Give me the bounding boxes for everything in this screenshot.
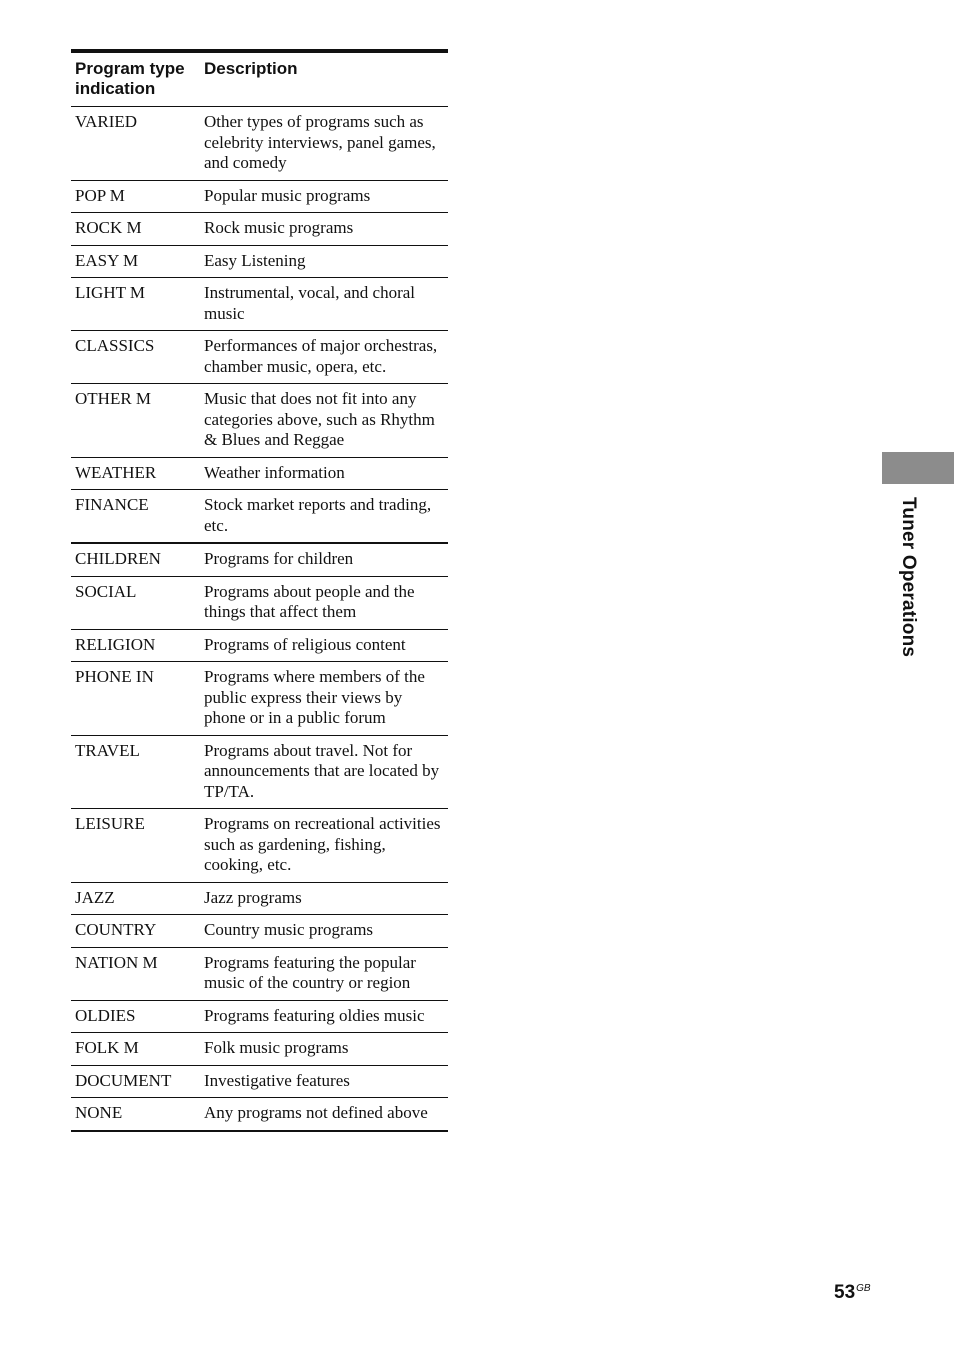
program-type-cell: SOCIAL <box>71 576 200 629</box>
table-row <box>71 1065 448 1098</box>
description-cell: Rock music programs <box>200 213 448 246</box>
table-row <box>71 576 448 629</box>
program-type-cell: WEATHER <box>71 457 200 490</box>
program-type-table <box>71 49 448 1132</box>
program-type-cell: DOCUMENT <box>71 1065 200 1098</box>
description-cell: Folk music programs <box>200 1033 448 1066</box>
description-cell: Programs where members of the public express their views by phone or in a public forum <box>200 662 448 736</box>
table-row <box>71 457 448 490</box>
program-type-cell: COUNTRY <box>71 915 200 948</box>
header-description: Description <box>200 51 448 107</box>
table-row <box>71 882 448 915</box>
program-type-cell: VARIED <box>71 107 200 181</box>
page-number <box>834 1282 871 1304</box>
description-cell: Stock market reports and trading, etc. <box>200 490 448 544</box>
table-row <box>71 331 448 384</box>
table-row <box>71 384 448 458</box>
description-cell: Programs featuring oldies music <box>200 1000 448 1033</box>
description-cell: Programs featuring the popular music of the country or region <box>200 947 448 1000</box>
table-row <box>71 809 448 883</box>
description-cell: Performances of major orchestras, chamber music, opera, etc. <box>200 331 448 384</box>
table-row <box>71 543 448 576</box>
description-cell: Easy Listening <box>200 245 448 278</box>
program-type-cell: NONE <box>71 1098 200 1131</box>
table-row <box>71 1000 448 1033</box>
program-type-cell: POP M <box>71 180 200 213</box>
description-cell: Investigative features <box>200 1065 448 1098</box>
table-row <box>71 735 448 809</box>
program-type-cell: CLASSICS <box>71 331 200 384</box>
program-type-cell: OLDIES <box>71 1000 200 1033</box>
program-type-cell: TRAVEL <box>71 735 200 809</box>
program-type-cell: LIGHT M <box>71 278 200 331</box>
table-header-row <box>71 51 448 107</box>
description-cell: Programs about travel. Not for announcements that are located by TP/TA. <box>200 735 448 809</box>
program-type-cell: ROCK M <box>71 213 200 246</box>
table-row <box>71 915 448 948</box>
description-cell: Instrumental, vocal, and choral music <box>200 278 448 331</box>
description-cell: Any programs not defined above <box>200 1098 448 1131</box>
table-row <box>71 947 448 1000</box>
program-type-cell: FINANCE <box>71 490 200 544</box>
table-row <box>71 1098 448 1131</box>
table-row <box>71 245 448 278</box>
page-number-value: 53 <box>834 1282 856 1303</box>
description-cell: Weather information <box>200 457 448 490</box>
section-tab-marker <box>882 452 954 484</box>
description-cell: Popular music programs <box>200 180 448 213</box>
program-type-cell: CHILDREN <box>71 543 200 576</box>
table-row <box>71 662 448 736</box>
table-row <box>71 278 448 331</box>
table-row <box>71 107 448 181</box>
description-cell: Programs on recreational activities such as gardening, fishing, cooking, etc. <box>200 809 448 883</box>
table-row <box>71 213 448 246</box>
program-type-cell: FOLK M <box>71 1033 200 1066</box>
program-type-cell: PHONE IN <box>71 662 200 736</box>
description-cell: Programs for children <box>200 543 448 576</box>
description-cell: Music that does not fit into any categories above, such as Rhythm & Blues and Reggae <box>200 384 448 458</box>
program-type-cell: LEISURE <box>71 809 200 883</box>
description-cell: Programs about people and the things that affect them <box>200 576 448 629</box>
program-type-cell: JAZZ <box>71 882 200 915</box>
page-number-suffix: GB <box>856 1282 871 1294</box>
program-type-cell: OTHER M <box>71 384 200 458</box>
section-tab-label: Tuner Operations <box>898 497 919 658</box>
program-type-cell: RELIGION <box>71 629 200 662</box>
table-row <box>71 490 448 544</box>
description-cell: Country music programs <box>200 915 448 948</box>
table-row <box>71 1033 448 1066</box>
header-program-type: Program type indication <box>71 51 200 107</box>
description-cell: Programs of religious content <box>200 629 448 662</box>
description-cell: Other types of programs such as celebrity interviews, panel games, and comedy <box>200 107 448 181</box>
program-type-cell: NATION M <box>71 947 200 1000</box>
table-row <box>71 180 448 213</box>
program-type-cell: EASY M <box>71 245 200 278</box>
description-cell: Jazz programs <box>200 882 448 915</box>
table-row <box>71 629 448 662</box>
